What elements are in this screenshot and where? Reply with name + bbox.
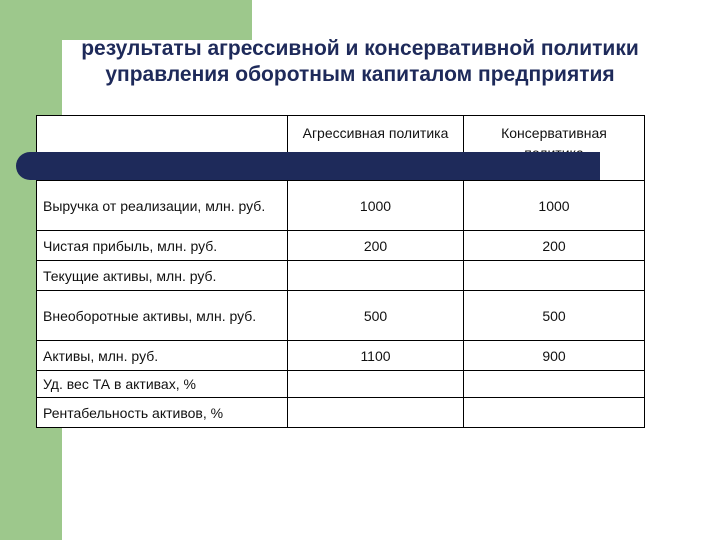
conservative-value xyxy=(464,261,645,291)
table-row xyxy=(37,371,645,398)
table-row xyxy=(37,181,645,231)
slide-title: результаты агрессивной и консервативной политики управления оборотным капиталом предприятия xyxy=(81,37,639,86)
conservative-value xyxy=(464,398,645,428)
row-label: Чистая прибыль, млн. руб. xyxy=(37,231,288,261)
row-label: Выручка от реализации, млн. руб. xyxy=(37,181,288,231)
row-label: Рентабельность активов, % xyxy=(37,398,288,428)
aggressive-value xyxy=(288,398,464,428)
table-row xyxy=(37,291,645,341)
conservative-value: 1000 xyxy=(464,181,645,231)
table-row xyxy=(37,231,645,261)
aggressive-value xyxy=(288,371,464,398)
conservative-value: 900 xyxy=(464,341,645,371)
conservative-value: 500 xyxy=(464,291,645,341)
table-row xyxy=(37,398,645,428)
table-row xyxy=(37,341,645,371)
header-conservative: Консервативная xyxy=(464,116,645,181)
top-decorative-block xyxy=(62,0,252,40)
row-label: Внеоборотные активы, млн. руб. xyxy=(37,291,288,341)
row-label: Уд. вес ТА в активах, % xyxy=(37,371,288,398)
aggressive-value: 1000 xyxy=(288,181,464,231)
aggressive-value xyxy=(288,261,464,291)
conservative-value: 200 xyxy=(464,231,645,261)
aggressive-value: 200 xyxy=(288,231,464,261)
row-label: Активы, млн. руб. xyxy=(37,341,288,371)
header-overlay-bar xyxy=(16,152,600,180)
row-label: Текущие активы, млн. руб. xyxy=(37,261,288,291)
header-aggressive: Агрессивная политика xyxy=(288,116,464,181)
table-row xyxy=(37,261,645,291)
conservative-value xyxy=(464,371,645,398)
aggressive-value: 500 xyxy=(288,291,464,341)
aggressive-value: 1100 xyxy=(288,341,464,371)
